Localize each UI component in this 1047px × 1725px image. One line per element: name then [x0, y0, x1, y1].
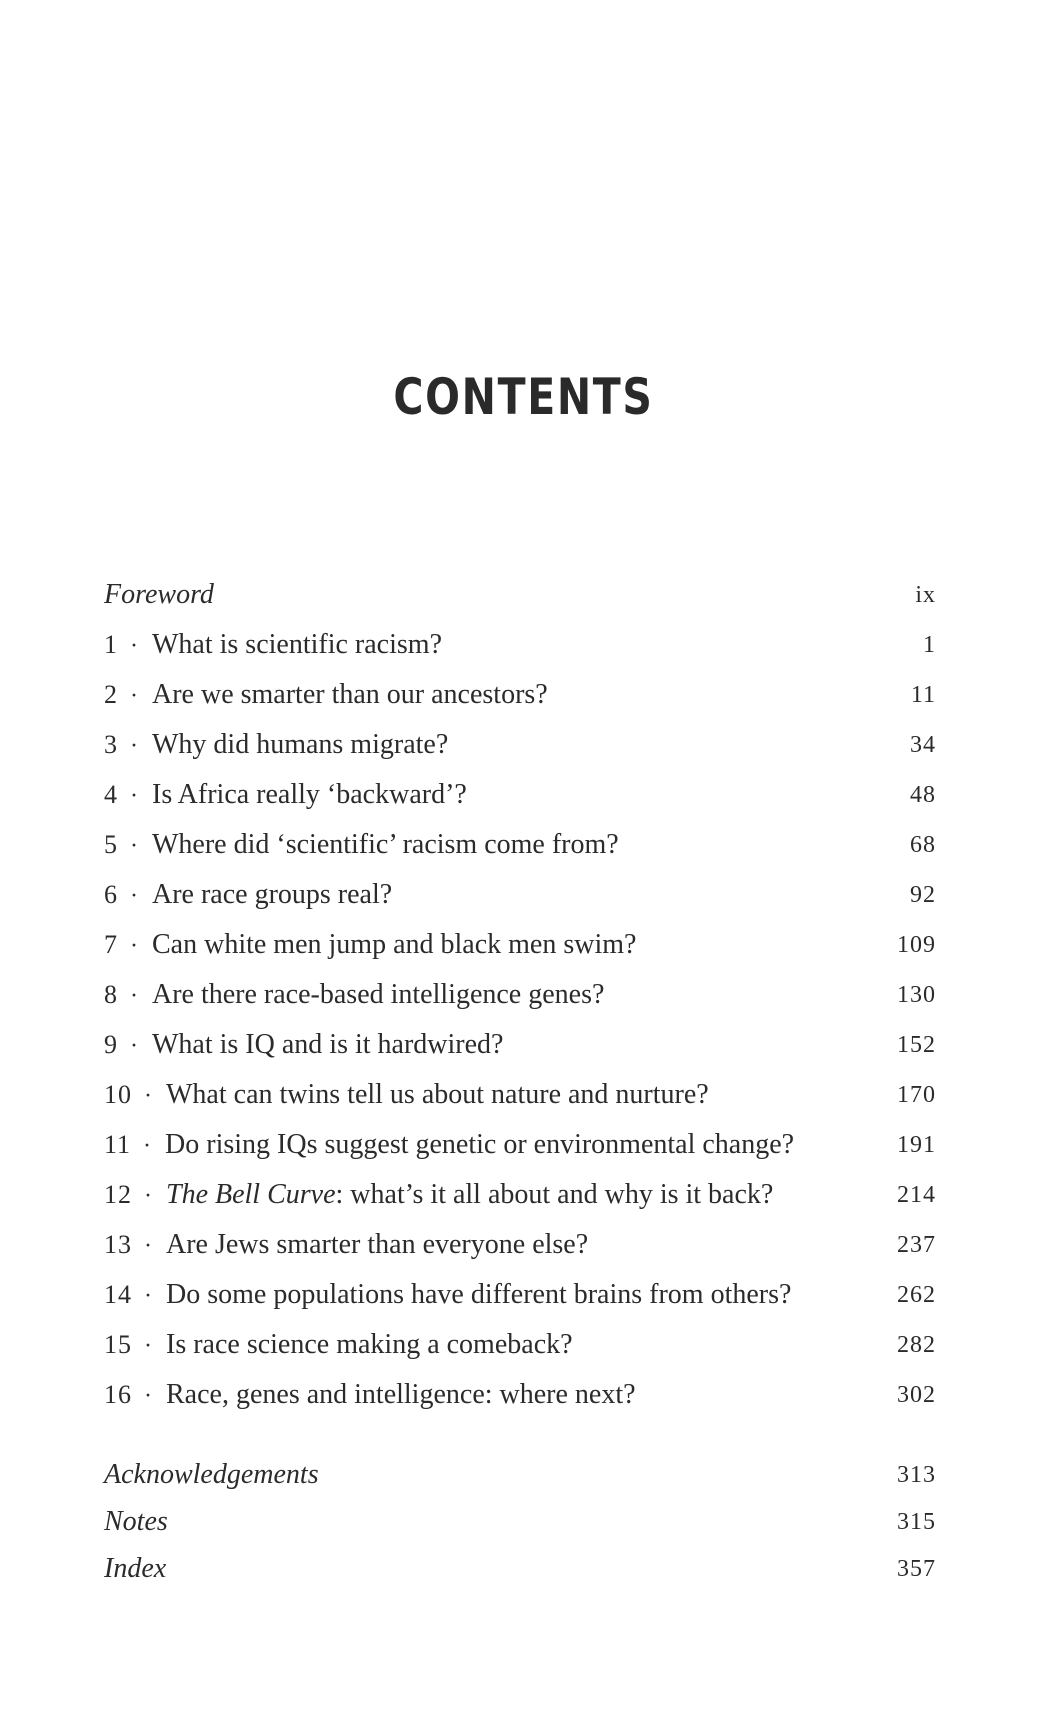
toc-entry-chapter[interactable] [104, 875, 936, 915]
toc-page-number: 68 [910, 832, 936, 858]
separator-dot: · [144, 1183, 152, 1209]
toc-entry-label: Notes [104, 1506, 168, 1537]
separator-dot: · [130, 683, 138, 709]
toc-page-number: ix [915, 582, 936, 608]
toc-entry-chapter[interactable] [104, 1175, 936, 1215]
chapter-title: Is Africa really ‘backward’? [152, 779, 467, 810]
separator-dot: · [130, 733, 138, 759]
chapter-number: 16 [104, 1380, 132, 1409]
toc-entry-chapter[interactable] [104, 725, 936, 765]
chapter-title: Can white men jump and black men swim? [152, 929, 637, 960]
toc-entry-chapter[interactable] [104, 975, 936, 1015]
toc-entry-chapter[interactable] [104, 675, 936, 715]
toc-entry-acknowledgements[interactable] [104, 1455, 936, 1495]
chapter-title: What is IQ and is it hardwired? [152, 1029, 504, 1060]
toc-page-number: 92 [910, 882, 936, 908]
separator-dot: · [130, 633, 138, 659]
toc-entry-chapter[interactable] [104, 925, 936, 965]
chapter-number: 2 [104, 680, 118, 709]
toc-entry-chapter[interactable] [104, 1025, 936, 1065]
chapter-title: Where did ‘scientific’ racism come from? [152, 829, 619, 860]
toc-entry-chapter[interactable] [104, 625, 936, 665]
chapter-number: 15 [104, 1330, 132, 1359]
separator-dot: · [144, 1283, 152, 1309]
separator-dot: · [130, 933, 138, 959]
toc-page-number: 130 [897, 982, 936, 1008]
toc-page-number: 152 [897, 1032, 936, 1058]
chapter-title: What is scientific racism? [152, 629, 442, 660]
toc-page-number: 262 [897, 1282, 936, 1308]
chapter-number: 8 [104, 980, 118, 1009]
chapter-title: Are we smarter than our ancestors? [152, 679, 548, 710]
chapter-title: : what’s it all about and why is it back? [335, 1179, 774, 1210]
toc-page-number: 313 [897, 1462, 936, 1488]
chapter-number: 5 [104, 830, 118, 859]
toc-page-number: 34 [910, 732, 936, 758]
toc-entry-label: Foreword [104, 579, 214, 610]
chapter-title: Is race science making a comeback? [166, 1329, 573, 1360]
toc-entry-label: Index [104, 1553, 167, 1584]
separator-dot: · [144, 1383, 152, 1409]
chapter-number: 13 [104, 1230, 132, 1259]
chapter-number: 11 [104, 1130, 132, 1159]
toc-page-number: 11 [910, 682, 936, 708]
chapter-title: Are there race-based intelligence genes? [152, 979, 605, 1010]
toc-page-number: 109 [897, 932, 936, 958]
toc-page-number: 170 [897, 1082, 936, 1108]
separator-dot: · [130, 783, 138, 809]
chapter-number: 12 [104, 1180, 132, 1209]
toc-page-number: 48 [910, 782, 936, 808]
toc-entry-chapter[interactable] [104, 1125, 936, 1165]
chapter-number: 1 [104, 630, 118, 659]
toc-entry-label: Acknowledgements [104, 1459, 319, 1490]
toc-entry-chapter[interactable] [104, 825, 936, 865]
toc-entry-chapter[interactable] [104, 1225, 936, 1265]
chapter-number: 4 [104, 780, 118, 809]
separator-dot: · [130, 883, 138, 909]
chapter-number: 6 [104, 880, 118, 909]
toc-page-number: 1 [923, 632, 936, 658]
toc-page-number: 191 [897, 1132, 936, 1158]
separator-dot: · [144, 1233, 152, 1259]
toc-entry-notes[interactable] [104, 1502, 936, 1542]
chapter-title-italic: The Bell Curve [166, 1179, 336, 1210]
chapter-title: What can twins tell us about nature and nurture? [166, 1079, 709, 1110]
toc-page-number: 302 [897, 1382, 936, 1408]
chapter-title: Are Jews smarter than everyone else? [166, 1229, 589, 1260]
chapter-title: Do rising IQs suggest genetic or environmental change? [165, 1129, 795, 1160]
separator-dot: · [143, 1133, 152, 1159]
page-title: CONTENTS [393, 368, 654, 426]
chapter-number: 9 [104, 1030, 118, 1059]
separator-dot: · [144, 1083, 152, 1109]
chapter-title: Why did humans migrate? [152, 729, 449, 760]
separator-dot: · [130, 983, 138, 1009]
toc-entry-chapter[interactable] [104, 1325, 936, 1365]
chapter-number: 10 [104, 1080, 132, 1109]
separator-dot: · [130, 1033, 138, 1059]
chapter-number: 7 [104, 930, 118, 959]
chapter-number: 3 [104, 730, 118, 759]
toc-page-number: 282 [897, 1332, 936, 1358]
toc-entry-chapter[interactable] [104, 1275, 936, 1315]
toc-entry-index[interactable] [104, 1549, 936, 1589]
toc-entry-foreword[interactable] [104, 575, 936, 615]
toc-page-number: 315 [897, 1509, 936, 1535]
chapter-title: Race, genes and intelligence: where next? [166, 1379, 636, 1410]
chapter-number: 14 [104, 1280, 132, 1309]
separator-dot: · [144, 1333, 152, 1359]
toc-page-number: 214 [897, 1182, 936, 1208]
chapter-title: Do some populations have different brains from others? [166, 1279, 792, 1310]
toc-page-number: 357 [897, 1556, 936, 1582]
toc-page-number: 237 [897, 1232, 936, 1258]
separator-dot: · [130, 833, 138, 859]
toc-entry-chapter[interactable] [104, 1375, 936, 1415]
toc-entry-chapter[interactable] [104, 1075, 936, 1115]
toc-entry-chapter[interactable] [104, 775, 936, 815]
chapter-title: Are race groups real? [152, 879, 393, 910]
